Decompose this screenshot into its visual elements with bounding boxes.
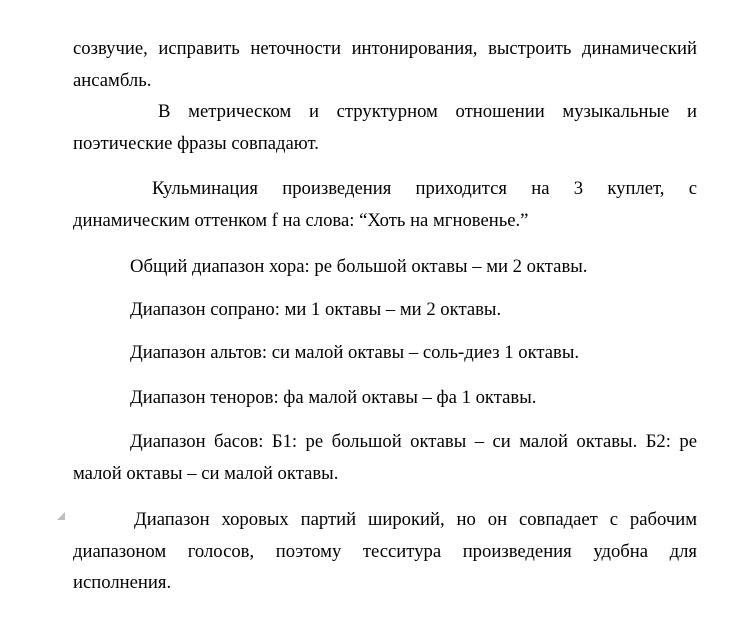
paragraph-choir-range: Общий диапазон хора: ре большой октавы – ми 2 октавы. [130,256,588,277]
paragraph-anchor-icon [57,512,65,520]
paragraph-continuation: созвучие, исправить неточности интонирования, выстроить динамический ансамбль. [73,38,697,91]
paragraph-alto-range: Диапазон альтов: си малой октавы – соль-диез 1 октавы. [130,342,580,363]
paragraph-soprano-range: Диапазон сопрано: ми 1 октавы – ми 2 октавы. [130,299,502,320]
paragraph-bass-range: Диапазон басов: Б1: ре большой октавы – си малой октавы. Б2: ре малой октавы – си малой октавы. [73,431,697,484]
paragraph-culmination: Кульминация произведения приходится на 3 куплет, с динамическим оттенком f на слова: “Хоть на мгновенье.” [73,178,697,231]
paragraph-conclusion: Диапазон хоровых партий широкий, но он совпадает с рабочим диапазоном голосов, поэтому тесситура произведения удобна для исполнения. [73,509,697,593]
paragraph-metric-structure: В метрическом и структурном отношении музыкальные и поэтические фразы совпадают. [73,101,697,154]
paragraph-tenor-range: Диапазон теноров: фа малой октавы – фа 1 октавы. [130,387,537,408]
